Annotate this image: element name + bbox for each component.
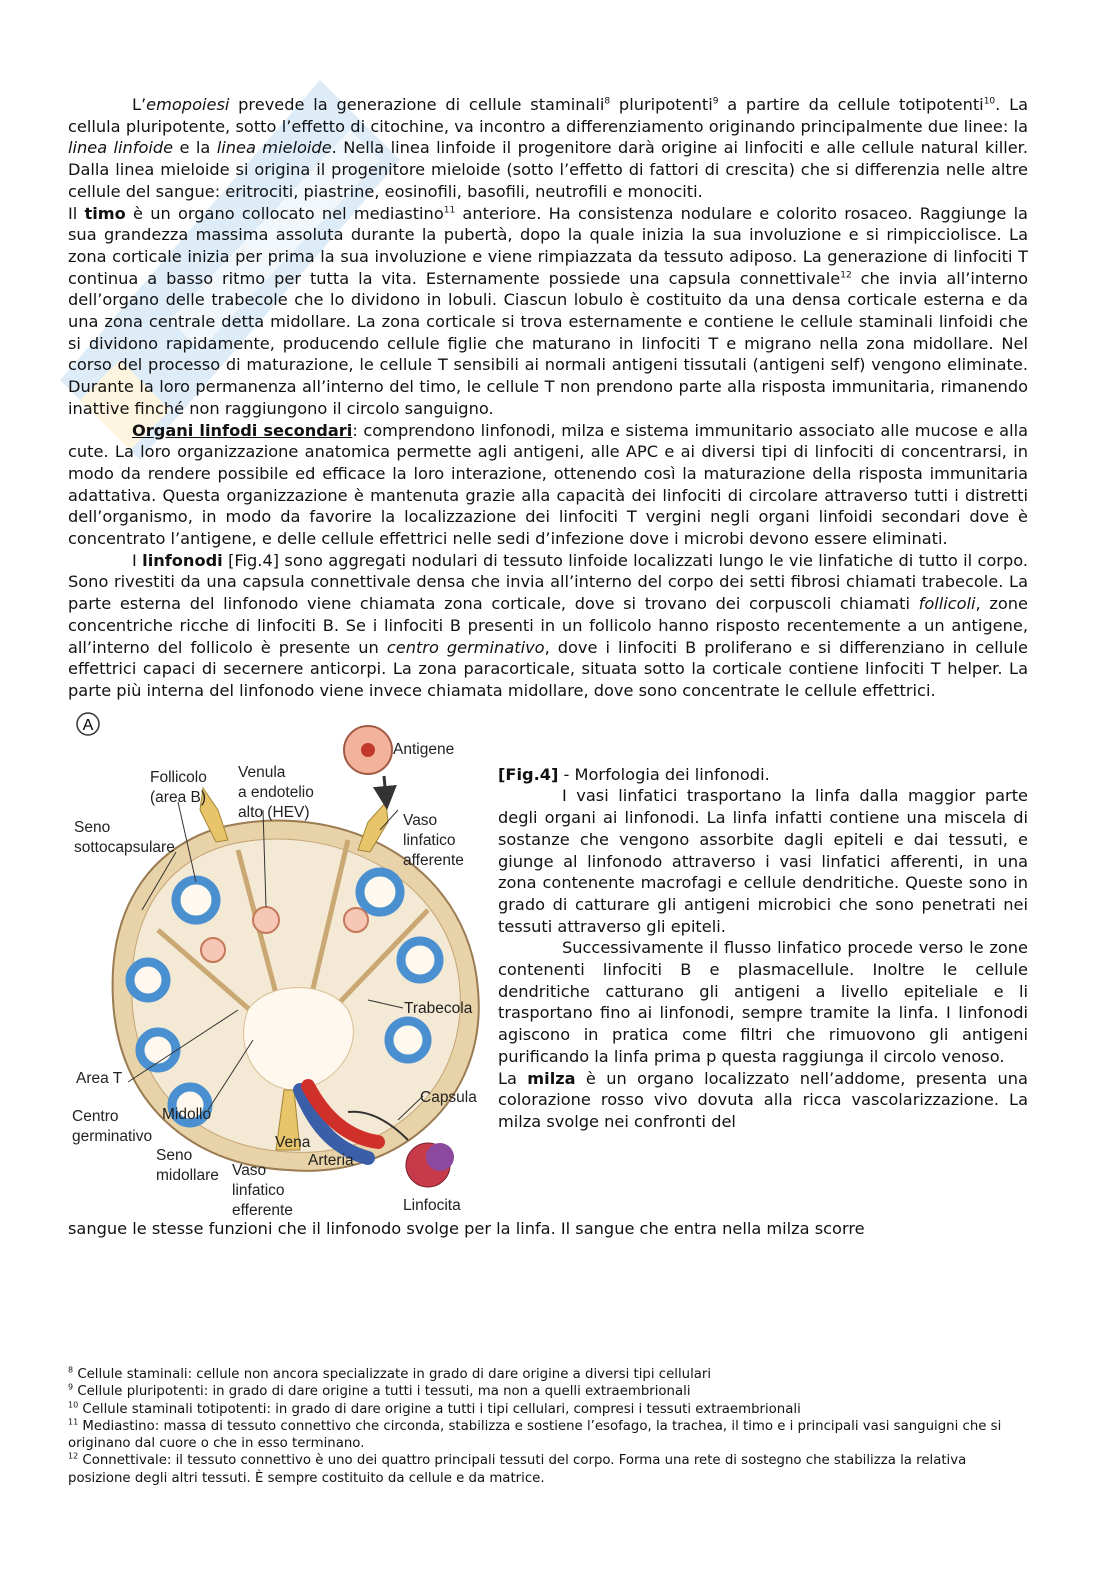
label-vaso-afferente: Vaso bbox=[403, 811, 438, 829]
label-follicolo-area: (area B) bbox=[150, 788, 206, 806]
paragraph-linfonodi: I linfonodi [Fig.4] sono aggregati nodulari di tessuto linfoide localizzati lungo le vie linfatiche di tutto il corpo. Sono rivestiti da una capsula connettivale densa che invia all’interno del corpo dei setti fibrosi chiamati trabecole. La parte esterna del linfonodo viene chiamata zona corticale, dove si trovano dei corpuscoli chiamati follicoli, zone concentriche ricche di linfociti B. Se i linfociti B presenti in un follicolo hanno risposto recentemente a un antigene, all’interno del follicolo è presente un centro germinativo, dove i linfociti B proliferano e si differenziano in cellule effettrici capaci di secernere anticorpi. La zona paracorticale, situata sotto la corticale contiene linfociti T helper. La parte più interna del linfonodo viene invece chiamata midollare, dove sono concentrate le cellule effettrici. bbox=[68, 550, 1029, 700]
footnote-10: $^{10}$ Cellule staminali totipotenti: in grado di dare origine a tutti i tipi cellulari, compresi i tessuti extraembrionali bbox=[68, 1400, 801, 1417]
label-vaso-efferente-3: efferente bbox=[232, 1201, 293, 1219]
label-venula: Venula bbox=[238, 763, 286, 781]
label-venula-3: alto (HEV) bbox=[238, 803, 310, 821]
label-area-t: Area T bbox=[76, 1069, 123, 1087]
paragraph-emopoiesi: L’emopoiesi prevede la generazione di cellule staminali$^8$ pluripotenti$^9$ a partire da cellule totipotenti$^{10}$. La cellula pluripotente, sotto l’effetto di citochine, va incontro a differenziamento originando principalmente due linee: la linea linfoide e la linea mieloide. Nella linea linfoide il progenitore darà origine ai linfociti e alle cellule natural killer. Dalla linea mieloide si origina il progenitore mieloide (sotto l’effetto di fattori di crescita) che si differenzia nelle altre cellule del sangue: eritrociti, piastrine, eosinofili, basofili, neutrofili e monociti. bbox=[68, 95, 1029, 201]
figure-caption: [Fig.4] - Morfologia dei linfonodi. bbox=[498, 764, 770, 784]
label-vaso-afferente-3: afferente bbox=[403, 851, 464, 869]
label-linfocita: Linfocita bbox=[403, 1196, 461, 1214]
label-midollo: Midollo bbox=[162, 1105, 212, 1123]
paragraph-milza: La milza è un organo localizzato nell’addome, presenta una colorazione rosso vivo dovuta alla ricca vascolarizzazione. La milza svolge nei confronti del bbox=[498, 1068, 1028, 1131]
paragraph-vasi-linfatici: I vasi linfatici trasportano la linfa dalla maggior parte degli organi ai linfonodi. La linfa infatti contiene una miscela di sostanze che vengono assorbite dagli epiteli e dai tessuti, e giunge al linfonodo attraverso i vasi linfatici afferenti, in una zona contenente macrofagi e cellule dendritiche. Queste sono in grado di catturare gli antigeni microbici che sono penetrati nei tessuti attraverso gli epiteli. bbox=[498, 786, 1028, 936]
page-body bbox=[68, 94, 1028, 1239]
label-centro: Centro bbox=[72, 1107, 119, 1125]
footnote-8: $^8$ Cellule staminali: cellule non ancora specializzate in grado di dare origine a diversi tipi cellulari bbox=[68, 1365, 712, 1382]
panel-label: A bbox=[82, 716, 94, 734]
label-vaso-afferente-2: linfatico bbox=[403, 831, 456, 849]
footnote-9: $^9$ Cellule pluripotenti: in grado di dare origine a tutti i tessuti, ma non a quelli extraembrionali bbox=[68, 1382, 691, 1400]
figure-row bbox=[68, 710, 1028, 1230]
label-capsula: Capsula bbox=[420, 1088, 477, 1106]
paragraph-organi-secondari: Organi linfodi secondari: comprendono linfonodi, milza e sistema immunitario associato alle mucose e alla cute. La loro organizzazione anatomica permette agli antigeni, alle APC e ai diversi tipi di linfociti di concentrarsi, in modo da rendere possibile ed efficace la loro interazione, ottenendo così la maturazione della risposta immunitaria adattativa. Questa organizzazione è mantenuta grazie alla capacità dei linfociti di circolare attraverso tutti i distretti dell’organismo, in modo da favorire la localizzazione dei linfociti T vergini negli organi linfoidi secondari dove è concentrato l’antigene, e delle cellule effettrici nelle sedi d’infezione dove i microbi devono essere eliminati. bbox=[68, 420, 1028, 549]
label-vena: Vena bbox=[275, 1133, 311, 1151]
paragraph-timo: Il timo è un organo collocato nel mediastino$^{11}$ anteriore. Ha consistenza nodulare e colorito rosaceo. Raggiunge la sua grandezza massima assoluta durante la pubertà, dopo la quale inizia la sua involuzione e si rimpicciolisce. La zona corticale inizia per prima la sua involuzione e viene rimpiazzata da tessuto adiposo. La generazione di linfociti T continua a basso ritmo per tutta la vita. Esternamente possiede una capsula connettivale$^{12}$ che invia all’interno dell’organo delle trabecole che lo dividono in lobuli. Ciascun lobulo è costituito da una densa corticale esterna e da una zona centrale detta midollare. La zona corticale si trova esternamente e contiene le cellule staminali linfoidi che si dividono rapidamente, producendo cellule figlie che maturano in linfociti T e migrano nella zona midollare. Nel corso del processo di maturazione, le cellule T sensibili ai normali antigeni tissutali (antigeni self) vengono eliminate. Durante la loro permanenza all’interno del timo, le cellule T non prendono parte alla risposta immunitaria, rimanendo inattive finché non raggiungono il circolo sanguigno. bbox=[68, 203, 1028, 418]
label-arteria: Arteria bbox=[308, 1151, 354, 1169]
label-vaso-efferente: Vaso bbox=[232, 1161, 267, 1179]
paragraph-milza-continued: sangue le stesse funzioni che il linfonodo svolge per la linfa. Il sangue che entra nella milza scorre bbox=[68, 1218, 865, 1238]
label-trabecola: Trabecola bbox=[404, 999, 473, 1017]
lymph-node-diagram bbox=[68, 710, 488, 1220]
label-sottocapsulare: sottocapsulare bbox=[74, 838, 175, 856]
footnote-12: $^{12}$ Connettivale: il tessuto connettivo è uno dei quattro principali tessuti del corpo. Forma una rete di sostegno che stabilizza la relativa posizione degli altri tessuti. È sempre costituito da cellule e da matrice. bbox=[68, 1452, 967, 1486]
label-seno: Seno bbox=[74, 818, 111, 836]
label-venula-2: a endotelio bbox=[238, 783, 314, 801]
paragraph-flusso-linfatico: Successivamente il flusso linfatico procede verso le zone contenenti linfociti B e plasmacellule. Inoltre le cellule dendritiche catturano gli antigeni a livello epiteliale e li trasportano fino ai linfonodi, sempre tramite la linfa. I linfonodi agiscono in pratica come filtri che rimuovono gli antigeni purificando la linfa prima p questa raggiunga il circolo venoso. bbox=[498, 938, 1028, 1066]
label-vaso-efferente-2: linfatico bbox=[232, 1181, 285, 1199]
label-follicolo: Follicolo bbox=[150, 768, 207, 786]
label-germinativo: germinativo bbox=[72, 1127, 153, 1145]
label-seno-midollare: Seno bbox=[156, 1146, 193, 1164]
footnote-11: $^{11}$ Mediastino: massa di tessuto connettivo che circonda, stabilizza e sostiene l’esofago, la trachea, il timo e i principali vasi sanguigni che si originano dal cuore o che in esso terminano. bbox=[68, 1417, 1002, 1452]
figure-side-text bbox=[498, 764, 1028, 1133]
label-midollare: midollare bbox=[156, 1166, 219, 1184]
footnotes bbox=[68, 1366, 1028, 1487]
label-antigene: Antigene bbox=[393, 740, 455, 758]
